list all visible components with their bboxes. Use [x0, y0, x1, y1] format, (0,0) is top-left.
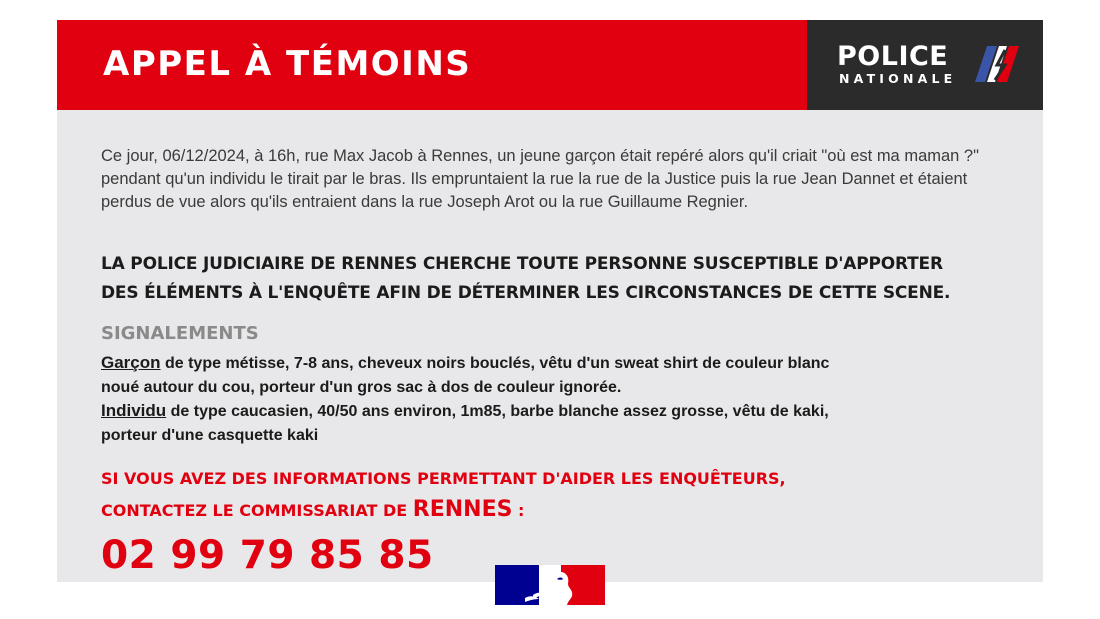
garcon-label: Garçon [101, 353, 161, 372]
individu-text-1: de type caucasien, 40/50 ans environ, 1m85, barbe blanche assez grosse, vêtu de kaki, [166, 403, 829, 420]
signalements-title: SIGNALEMENTS [101, 323, 259, 344]
contact-prefix: CONTACTEZ LE COMMISSARIAT DE [101, 501, 413, 520]
marianne-icon [495, 565, 605, 605]
phone-number[interactable]: 02 99 79 85 85 [101, 533, 434, 578]
individu-description-line-2: porteur d'une casquette kaki [101, 426, 319, 444]
contact-line-2 [101, 494, 1001, 526]
page-title: APPEL À TÉMOINS [103, 44, 472, 84]
garcon-description-line-2: noué autour du cou, porteur d'un gros sac à dos de couleur ignorée. [101, 378, 622, 396]
contact-city: RENNES [412, 497, 513, 522]
header-banner [57, 20, 1043, 110]
police-nationale-logo [807, 20, 1043, 110]
garcon-description-line-1 [101, 351, 1001, 376]
garcon-text-1: de type métisse, 7-8 ans, cheveux noirs bouclés, vêtu d'un sweat shirt de couleur blanc [160, 355, 830, 372]
contact-suffix: : [512, 501, 525, 520]
appeal-card [57, 20, 1043, 582]
logo-text-nationale: NATIONALE [839, 71, 957, 86]
contact-line-1: SI VOUS AVEZ DES INFORMATIONS PERMETTANT D'AIDER LES ENQUÊTEURS, [101, 469, 786, 488]
individu-description-line-1 [101, 399, 1001, 424]
individu-label: Individu [101, 401, 167, 420]
signalements-body [101, 351, 1001, 447]
appeal-headline [101, 250, 1001, 308]
headline-line-1: LA POLICE JUDICIAIRE DE RENNES CHERCHE TOUTE PERSONNE SUSCEPTIBLE D'APPORTER [101, 254, 943, 274]
header-title-area [57, 20, 807, 110]
police-flag-icon [975, 46, 1019, 82]
incident-description: Ce jour, 06/12/2024, à 16h, rue Max Jacob à Rennes, un jeune garçon était repéré alors qu'il criait "où est ma maman ?" pendant qu'un individu le tirait par le bras. Ils empruntaient la rue la rue de la Justice puis la rue Jean Dannet et étaient perdus de vue alors qu'ils entraient dans la rue Joseph Arot ou la rue Guillaume Regnier. [101, 147, 979, 211]
headline-line-2: DES ÉLÉMENTS À L'ENQUÊTE AFIN DE DÉTERMINER LES CIRCONSTANCES DE CETTE SCENE. [101, 283, 951, 303]
contact-instructions [101, 463, 1001, 526]
logo-text-police: POLICE [837, 41, 949, 72]
